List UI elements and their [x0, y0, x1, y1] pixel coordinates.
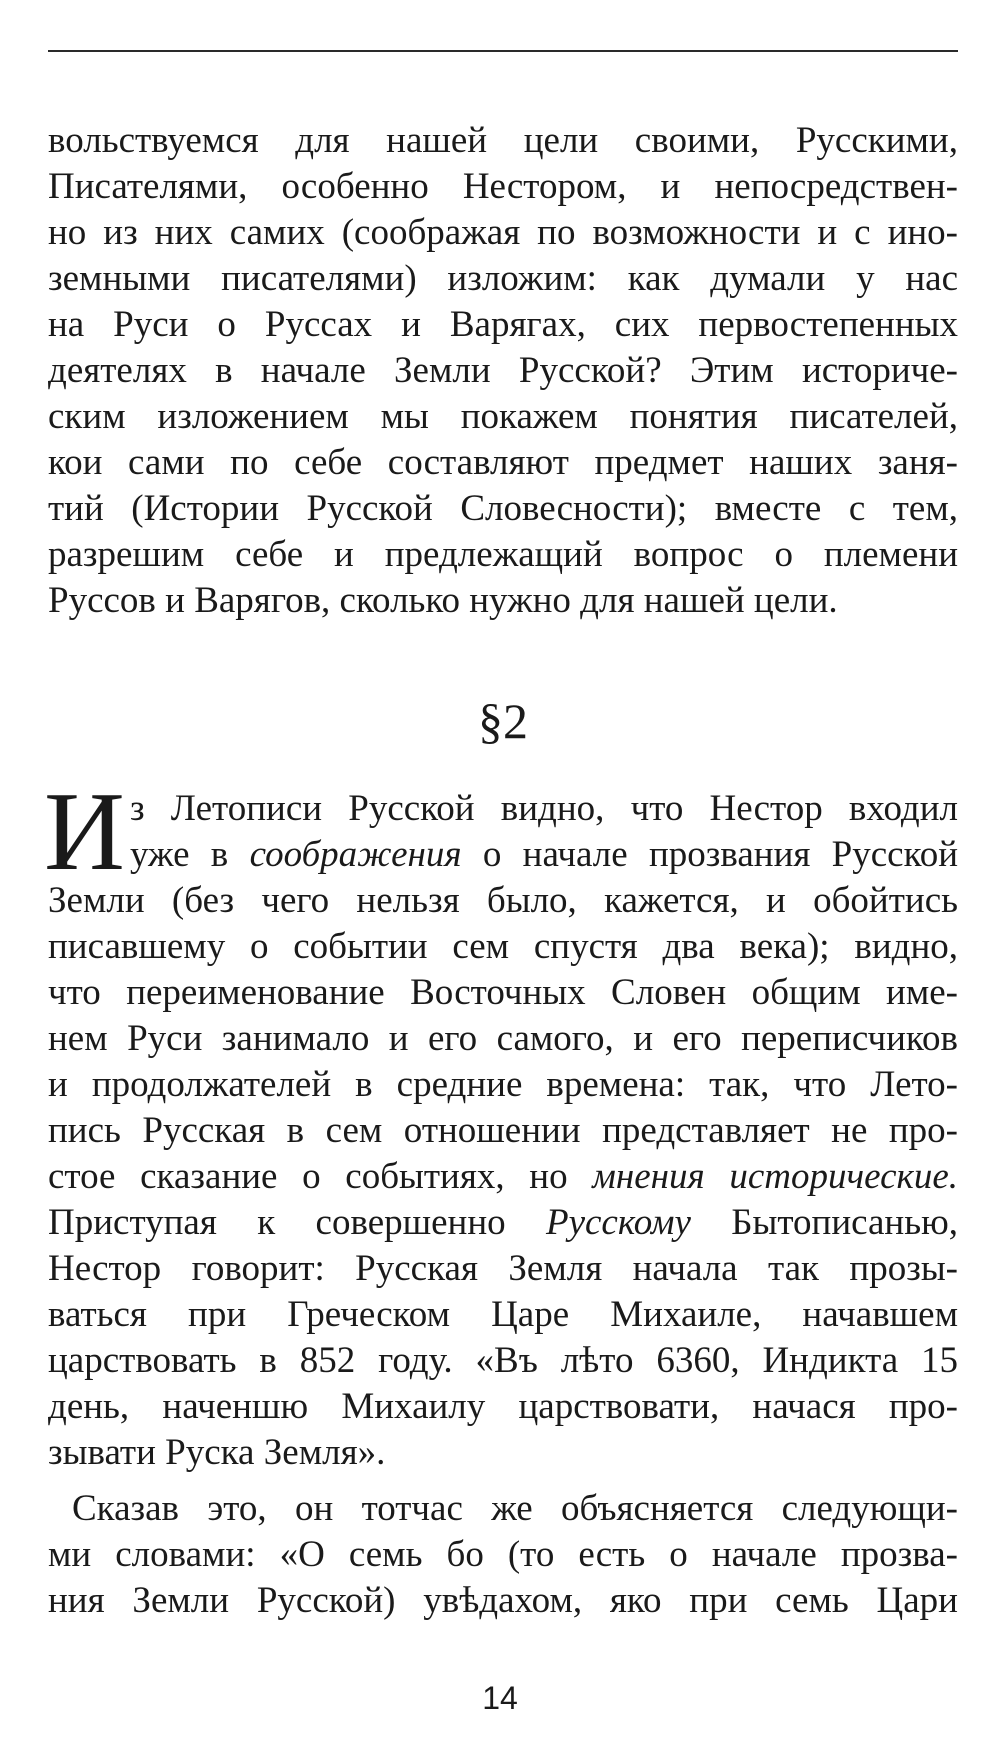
text-line: ми словами: «О семь бо (то есть о начале прозва- — [48, 1534, 958, 1575]
text-segment: уже в — [130, 834, 250, 875]
text-segment: Бытописанью, — [690, 1202, 958, 1243]
text-line: ским изложением мы покажем понятия писателей, — [48, 396, 958, 437]
text-line: Нестор говорит: Русская Земля начала так прозы- — [48, 1248, 958, 1289]
header-rule — [48, 50, 958, 52]
text-line: писавшему о событии сем спустя два века); видно, — [48, 926, 958, 967]
italic-term: мнения исторические. — [592, 1156, 959, 1197]
text-line: Писателями, особенно Нестором, и непосредствен- — [48, 166, 958, 207]
paragraph-3 — [48, 1486, 958, 1624]
text-line: нем Руси занимало и его самого, и его переписчиков — [48, 1018, 958, 1059]
text-line: пись Русская в сем отношении представляет не про- — [48, 1110, 958, 1151]
text-segment: Приступая к совершенно — [48, 1202, 546, 1243]
paragraph-1 — [48, 118, 958, 624]
text-line: ния Земли Русской) увѣдахом, яко при семь Цари — [48, 1580, 958, 1621]
text-line — [48, 1200, 958, 1246]
text-line: деятелях в начале Земли Русской? Этим историче- — [48, 350, 958, 391]
text-line: на Руси о Руссах и Варягах, сих первостепенных — [48, 304, 958, 345]
italic-term: соображения — [249, 834, 462, 875]
italic-term: Русскому — [545, 1202, 691, 1243]
paragraph-2 — [44, 770, 959, 1476]
text-line: кои сами по себе составляют предмет наших заня- — [48, 442, 958, 483]
text-line — [48, 1154, 958, 1200]
text-line: тий (Истории Русской Словесности); вместе с тем, — [48, 488, 958, 529]
drop-cap: И — [44, 770, 125, 894]
text-line: Руссов и Варягов, сколько нужно для нашей цели. — [48, 580, 838, 621]
text-line — [48, 832, 958, 878]
text-line: ваться при Греческом Царе Михаиле, начавшем — [48, 1294, 958, 1335]
page-body — [44, 118, 959, 1624]
text-segment: стое сказание о событиях, но — [48, 1156, 593, 1197]
section-heading: §2 — [478, 693, 528, 749]
text-line: день, наченшю Михаилу царствовати, начася про- — [48, 1386, 958, 1427]
text-line: з Летописи Русской видно, что Нестор входил — [130, 788, 958, 829]
text-line: царствовать в 852 году. «Въ лѣто 6360, Индикта 15 — [48, 1340, 958, 1381]
text-line: разрешим себе и предлежащий вопрос о племени — [48, 534, 958, 575]
text-line: что переименование Восточных Словен общим име- — [48, 972, 958, 1013]
text-line: и продолжателей в средние времена: так, что Лето- — [48, 1064, 958, 1105]
page-number: 14 — [482, 1680, 518, 1716]
text-line: вольствуемся для нашей цели своими, Русскими, — [48, 120, 958, 161]
text-line: земными писателями) изложим: как думали у нас — [48, 258, 958, 299]
text-line: Сказав это, он тотчас же объясняется следующи- — [72, 1488, 958, 1529]
text-segment: о начале прозвания Русской — [461, 834, 958, 875]
text-line: но из них самих (соображая по возможности и с ино- — [48, 212, 958, 253]
text-line: Земли (без чего нельзя было, кажется, и обойтись — [48, 880, 958, 921]
text-line: зывати Руска Земля». — [48, 1432, 386, 1473]
